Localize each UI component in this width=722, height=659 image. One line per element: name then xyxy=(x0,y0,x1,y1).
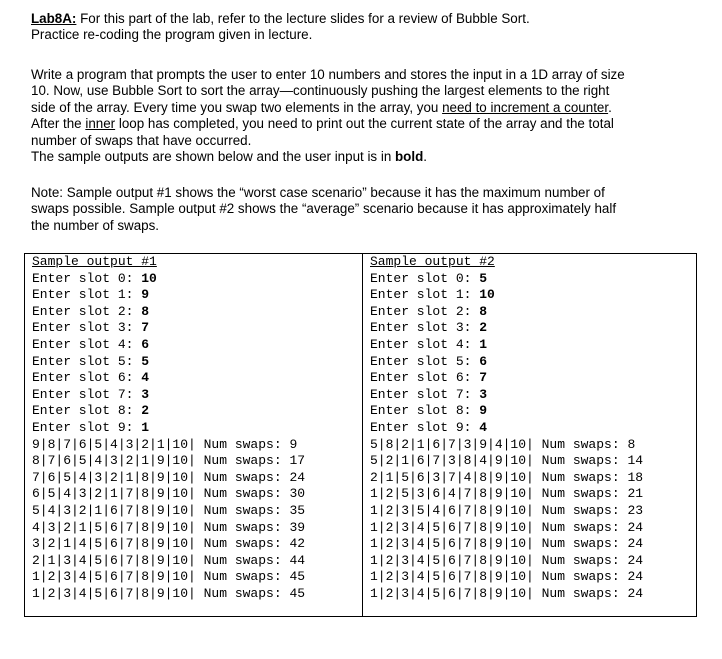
underlined-requirement: need to increment a counter xyxy=(442,99,609,115)
note-line-2: swaps possible. Sample output #2 shows the “average” scenario because it has approximately half xyxy=(31,201,617,217)
array-state-line: 5|8|2|1|6|7|3|9|4|10| Num swaps: 8 xyxy=(370,436,636,452)
bold-word: bold xyxy=(395,148,424,164)
prompt-label: Enter slot 9: xyxy=(32,419,142,435)
array-state-line: 7|6|5|4|3|2|1|8|9|10| Num swaps: 24 xyxy=(32,469,306,485)
intro-line-2: Practice re-coding the program given in lecture. xyxy=(31,27,313,43)
prompt-label: Enter slot 6: xyxy=(370,370,480,386)
array-state-line: 1|2|3|4|5|6|7|8|9|10| Num swaps: 24 xyxy=(370,585,644,601)
array-state-line: 1|2|3|5|4|6|7|8|9|10| Num swaps: 23 xyxy=(370,502,644,518)
sample-output-1 xyxy=(25,254,363,616)
prompt-line xyxy=(32,370,362,387)
array-state-line: 8|7|6|5|4|3|2|1|9|10| Num swaps: 17 xyxy=(32,453,306,469)
prompt-label: Enter slot 4: xyxy=(32,336,142,352)
user-input-value: 6 xyxy=(479,353,488,369)
prompt-line xyxy=(370,403,696,420)
prompt-label: Enter slot 1: xyxy=(32,287,142,303)
prompt-label: Enter slot 2: xyxy=(32,303,142,319)
task-paragraph xyxy=(31,67,696,165)
array-state-line: 1|2|5|3|6|4|7|8|9|10| Num swaps: 21 xyxy=(370,486,644,502)
task-text: The sample outputs are shown below and the user input is in xyxy=(31,148,395,164)
prompt-label: Enter slot 3: xyxy=(32,320,142,336)
prompt-line xyxy=(32,403,362,420)
array-state-line: 5|4|3|2|1|6|7|8|9|10| Num swaps: 35 xyxy=(32,502,306,518)
prompt-line xyxy=(32,271,362,288)
sample-header: Sample output #2 xyxy=(370,254,495,269)
note-line-3: the number of swaps. xyxy=(31,217,160,233)
intro-line-1 xyxy=(31,11,696,27)
note-paragraph xyxy=(31,185,696,234)
prompt-label: Enter slot 7: xyxy=(370,386,480,402)
array-state-line: 5|2|1|6|7|3|8|4|9|10| Num swaps: 14 xyxy=(370,453,644,469)
user-input-value: 4 xyxy=(141,370,150,386)
task-text: . xyxy=(423,148,427,164)
prompt-line xyxy=(32,287,362,304)
prompt-line xyxy=(32,304,362,321)
underlined-inner: inner xyxy=(85,116,116,132)
task-text: . xyxy=(608,99,612,115)
prompt-line xyxy=(32,320,362,337)
array-state-line: 1|2|3|4|5|6|7|8|9|10| Num swaps: 24 xyxy=(370,552,644,568)
user-input-value: 8 xyxy=(479,303,488,319)
prompt-line xyxy=(32,337,362,354)
prompt-line xyxy=(370,271,696,288)
prompt-line xyxy=(370,287,696,304)
user-input-value: 2 xyxy=(479,320,488,336)
task-line-5: number of swaps that have occurred. xyxy=(31,132,252,148)
user-input-value: 5 xyxy=(479,270,488,286)
task-line-1: Write a program that prompts the user to enter 10 numbers and stores the input in a 1D array of size xyxy=(31,67,625,82)
prompt-line xyxy=(370,304,696,321)
task-text: side of the array. Every time you swap two elements in the array, you xyxy=(31,99,443,115)
prompt-line xyxy=(370,420,696,437)
prompt-label: Enter slot 2: xyxy=(370,303,480,319)
array-state-line: 6|5|4|3|2|1|7|8|9|10| Num swaps: 30 xyxy=(32,486,306,502)
prompt-label: Enter slot 7: xyxy=(32,386,142,402)
user-input-value: 4 xyxy=(479,419,488,435)
array-state-line: 1|2|3|4|5|6|7|8|9|10| Num swaps: 24 xyxy=(370,569,644,585)
task-text: After the xyxy=(31,116,86,132)
array-state-line: 3|2|1|4|5|6|7|8|9|10| Num swaps: 42 xyxy=(32,536,306,552)
user-input-value: 1 xyxy=(141,419,150,435)
task-line-6 xyxy=(31,149,696,165)
prompt-label: Enter slot 8: xyxy=(370,403,480,419)
task-line-4 xyxy=(31,116,696,132)
task-line-3 xyxy=(31,100,696,116)
user-input-value: 6 xyxy=(141,336,150,352)
user-input-value: 10 xyxy=(479,287,495,303)
sample-outputs-table xyxy=(24,253,697,617)
user-input-value: 7 xyxy=(141,320,150,336)
user-input-value: 9 xyxy=(479,403,488,419)
user-input-value: 9 xyxy=(141,287,150,303)
array-state-line: 1|2|3|4|5|6|7|8|9|10| Num swaps: 45 xyxy=(32,569,306,585)
intro-text: For this part of the lab, refer to the lecture slides for a review of Bubble Sort. xyxy=(76,11,530,26)
prompt-label: Enter slot 5: xyxy=(370,353,480,369)
sample-header: Sample output #1 xyxy=(32,254,157,269)
task-text: loop has completed, you need to print out the current state of the array and the total xyxy=(115,116,614,132)
array-state-line: 1|2|3|4|5|6|7|8|9|10| Num swaps: 45 xyxy=(32,585,306,601)
user-input-value: 3 xyxy=(141,386,150,402)
user-input-value: 3 xyxy=(479,386,488,402)
array-state-line: 1|2|3|4|5|6|7|8|9|10| Num swaps: 24 xyxy=(370,536,644,552)
prompt-label: Enter slot 0: xyxy=(370,270,480,286)
array-state-line: 1|2|3|4|5|6|7|8|9|10| Num swaps: 24 xyxy=(370,519,644,535)
array-state-line: 4|3|2|1|5|6|7|8|9|10| Num swaps: 39 xyxy=(32,519,306,535)
user-input-value: 7 xyxy=(479,370,488,386)
prompt-line xyxy=(32,387,362,404)
prompt-line xyxy=(370,370,696,387)
intro-paragraph xyxy=(31,11,696,44)
prompt-line xyxy=(32,354,362,371)
array-state-line: 2|1|5|6|3|7|4|8|9|10| Num swaps: 18 xyxy=(370,469,644,485)
prompt-label: Enter slot 4: xyxy=(370,336,480,352)
note-line-1: Note: Sample output #1 shows the “worst case scenario” because it has the maximum number of xyxy=(31,185,605,200)
prompt-label: Enter slot 9: xyxy=(370,419,480,435)
array-state-line: 2|1|3|4|5|6|7|8|9|10| Num swaps: 44 xyxy=(32,552,306,568)
lab-label: Lab8A: xyxy=(31,11,77,26)
prompt-label: Enter slot 3: xyxy=(370,320,480,336)
user-input-value: 1 xyxy=(479,336,488,352)
prompt-label: Enter slot 6: xyxy=(32,370,142,386)
user-input-value: 5 xyxy=(141,353,150,369)
sample-output-2 xyxy=(363,254,696,616)
user-input-value: 8 xyxy=(141,303,150,319)
prompt-line xyxy=(370,387,696,404)
prompt-line xyxy=(370,320,696,337)
prompt-line xyxy=(370,354,696,371)
user-input-value: 10 xyxy=(141,270,157,286)
prompt-label: Enter slot 5: xyxy=(32,353,142,369)
prompt-label: Enter slot 0: xyxy=(32,270,142,286)
prompt-line xyxy=(370,337,696,354)
array-state-line: 9|8|7|6|5|4|3|2|1|10| Num swaps: 9 xyxy=(32,436,298,452)
prompt-label: Enter slot 1: xyxy=(370,287,480,303)
prompt-label: Enter slot 8: xyxy=(32,403,142,419)
prompt-line xyxy=(32,420,362,437)
user-input-value: 2 xyxy=(141,403,150,419)
task-line-2: 10. Now, use Bubble Sort to sort the array—continuously pushing the largest elements to the right xyxy=(31,83,610,99)
